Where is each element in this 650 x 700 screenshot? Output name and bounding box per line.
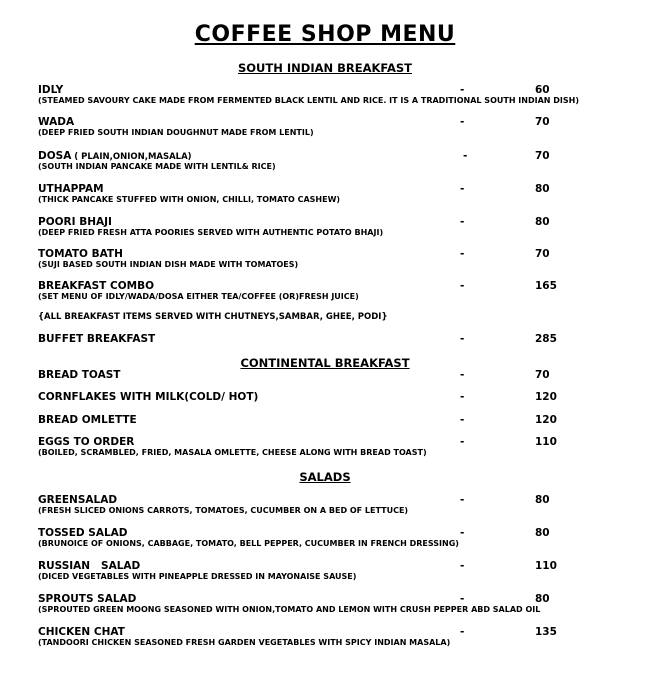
menu-item [0, 593, 650, 625]
item-separator: - [460, 494, 465, 506]
item-name: IDLY [38, 84, 64, 96]
item-separator: - [460, 280, 465, 292]
item-price: 120 [535, 414, 557, 426]
item-separator: - [463, 150, 468, 162]
item-name: TOSSED SALAD [38, 527, 128, 539]
item-name-main: DOSA [38, 150, 72, 162]
item-name: RUSSIAN SALAD [38, 560, 141, 572]
item-separator: - [460, 436, 465, 448]
item-price: 60 [535, 84, 550, 96]
item-description: (FRESH SLICED ONIONS CARROTS, TOMATOES, CUCUMBER ON A BED OF LETTUCE) [38, 506, 409, 515]
section-heading-south-indian: SOUTH INDIAN BREAKFAST [238, 61, 412, 75]
item-name: CORNFLAKES WITH MILK(COLD/ HOT) [38, 391, 259, 403]
item-description: (STEAMED SAVOURY CAKE MADE FROM FERMENTED BLACK LENTIL AND RICE. IT IS A TRADITIONAL SOUTH INDIAN DISH) [38, 96, 579, 105]
item-description: (DICED VEGETABLES WITH PINEAPPLE DRESSED IN MAYONAISE SAUSE) [38, 572, 357, 581]
item-name: WADA [38, 116, 75, 128]
item-name-options: ( PLAIN,ONION,MASALA) [71, 152, 192, 162]
item-separator: - [460, 216, 465, 228]
item-price: 135 [535, 626, 557, 638]
item-separator: - [460, 414, 465, 426]
item-price: 120 [535, 391, 557, 403]
item-price: 285 [535, 333, 557, 345]
item-separator: - [460, 626, 465, 638]
item-price: 80 [535, 494, 550, 506]
item-description: (SPROUTED GREEN MOONG SEASONED WITH ONION,TOMATO AND LEMON WITH CRUSH PEPPER ABD SALAD OIL [38, 605, 541, 614]
menu-item [0, 150, 650, 182]
item-price: 80 [535, 216, 550, 228]
item-description: (SUJI BASED SOUTH INDIAN DISH MADE WITH TOMATOES) [38, 260, 299, 269]
menu-item [0, 84, 650, 116]
page-title: COFFEE SHOP MENU [194, 22, 456, 47]
item-description: (TANDOORI CHICKEN SEASONED FRESH GARDEN VEGETABLES WITH SPICY INDIAN MASALA) [38, 638, 451, 647]
section-heading-continental: CONTINENTAL BREAKFAST [240, 356, 410, 370]
menu-item [0, 494, 650, 526]
item-price: 80 [535, 183, 550, 195]
item-separator: - [460, 391, 465, 403]
item-name: BREAD TOAST [38, 369, 121, 381]
item-separator: - [460, 116, 465, 128]
item-price: 110 [535, 560, 557, 572]
menu-item [0, 626, 650, 658]
menu-item [0, 280, 650, 312]
item-name: BREAKFAST COMBO [38, 280, 155, 292]
item-name: BREAD OMLETTE [38, 414, 137, 426]
item-price: 70 [535, 150, 550, 162]
menu-item [0, 116, 650, 148]
menu-item [0, 183, 650, 215]
item-separator: - [460, 248, 465, 260]
menu-item [0, 436, 650, 468]
menu-item [0, 248, 650, 280]
item-name: UTHAPPAM [38, 183, 104, 195]
item-name: TOMATO BATH [38, 248, 123, 260]
item-name: EGGS TO ORDER [38, 436, 135, 448]
item-description: (SOUTH INDIAN PANCAKE MADE WITH LENTIL& RICE) [38, 162, 276, 171]
item-name: SPROUTS SALAD [38, 593, 137, 605]
item-price: 80 [535, 593, 550, 605]
item-separator: - [460, 527, 465, 539]
item-description: (SET MENU OF IDLY/WADA/DOSA EITHER TEA/COFFEE (OR)FRESH JUICE) [38, 292, 359, 301]
item-name: BUFFET BREAKFAST [38, 333, 156, 345]
item-description: (BOILED, SCRAMBLED, FRIED, MASALA OMLETTE, CHEESE ALONG WITH BREAD TOAST) [38, 448, 427, 457]
item-separator: - [460, 333, 465, 345]
item-name: CHICKEN CHAT [38, 626, 125, 638]
item-description: (THICK PANCAKE STUFFED WITH ONION, CHILLI, TOMATO CASHEW) [38, 195, 341, 204]
item-price: 70 [535, 248, 550, 260]
item-price: 165 [535, 280, 557, 292]
item-description: (DEEP FRIED SOUTH INDIAN DOUGHNUT MADE FROM LENTIL) [38, 128, 314, 137]
menu-item [0, 560, 650, 592]
breakfast-note: {ALL BREAKFAST ITEMS SERVED WITH CHUTNEYS,SAMBAR, GHEE, PODI} [38, 312, 388, 322]
item-price: 70 [535, 369, 550, 381]
item-price: 80 [535, 527, 550, 539]
menu-item [0, 527, 650, 559]
item-separator: - [460, 593, 465, 605]
item-description: (DEEP FRIED FRESH ATTA POORIES SERVED WITH AUTHENTIC POTATO BHAJI) [38, 228, 384, 237]
item-separator: - [460, 560, 465, 572]
item-separator: - [460, 183, 465, 195]
item-name: GREENSALAD [38, 494, 118, 506]
item-name [38, 150, 192, 162]
item-description: (BRUNOICE OF ONIONS, CABBAGE, TOMATO, BELL PEPPER, CUCUMBER IN FRENCH DRESSING) [38, 539, 459, 548]
item-price: 110 [535, 436, 557, 448]
section-heading-salads: SALADS [299, 470, 351, 484]
menu-item [0, 216, 650, 248]
item-separator: - [460, 84, 465, 96]
item-price: 70 [535, 116, 550, 128]
item-separator: - [460, 369, 465, 381]
item-name: POORI BHAJI [38, 216, 112, 228]
